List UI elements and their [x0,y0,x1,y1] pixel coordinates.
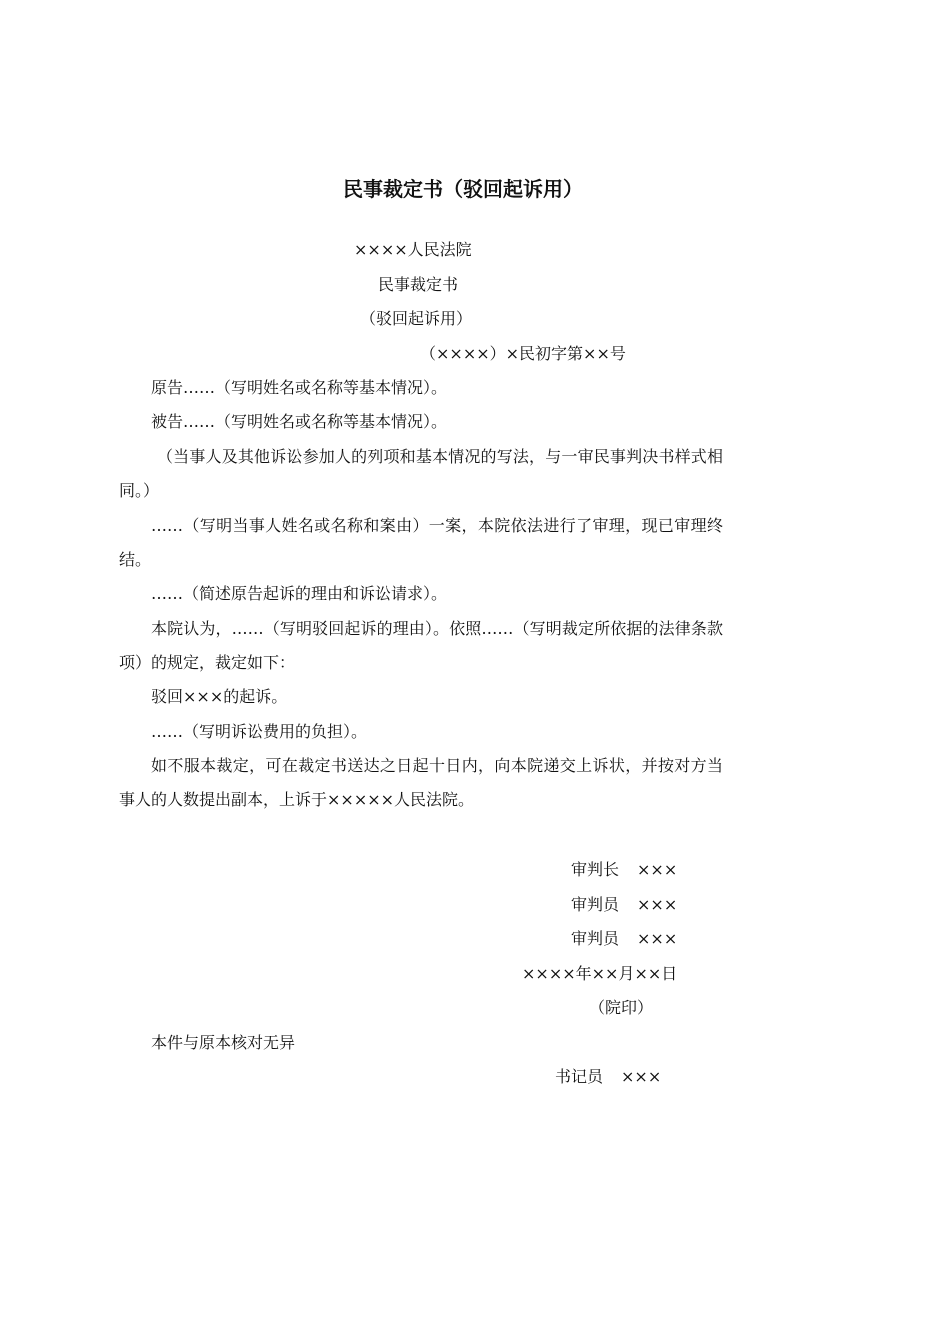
court-seal: （院印） [589,998,654,1017]
court-name: ××××人民法院 [354,240,472,259]
parties-note-paragraph: （当事人及其他诉讼参加人的列项和基本情况的写法，与一审民事判决书样式相同。） [119,447,723,500]
plaintiff-paragraph: 原告……（写明姓名或名称等基本情况）。 [151,378,448,397]
document-subtype: （驳回起诉用） [360,309,473,328]
defendant-paragraph: 被告……（写明姓名或名称等基本情况）。 [151,412,448,431]
appeal-paragraph: 如不服本裁定，可在裁定书送达之日起十日内，向本院递交上诉状，并按对方当事人的人数提出副本，上诉于×××××人民法院。 [119,756,723,809]
document-title: 民事裁定书（驳回起诉用） [343,177,583,201]
court-opinion-paragraph: 本院认为，……（写明驳回起诉的理由）。依照……（写明裁定所依据的法律条款项）的规定，裁定如下： [119,619,723,672]
judge-1-name: ××× [637,895,678,914]
judge-1-label: 审判员 [571,895,620,914]
signature-clerk [555,1067,661,1087]
judge-2-label: 审判员 [571,929,620,948]
costs-paragraph: ……（写明诉讼费用的负担）。 [151,722,368,741]
chief-judge-label: 审判长 [571,860,620,879]
signature-chief-judge [571,860,677,880]
document-type: 民事裁定书 [378,275,459,294]
claim-summary-paragraph: ……（简述原告起诉的理由和诉讼请求）。 [151,584,448,603]
case-intro-paragraph: ……（写明当事人姓名或名称和案由）一案，本院依法进行了审理，现已审理终结。 [119,516,723,569]
clerk-label: 书记员 [555,1067,604,1086]
signature-judge-1 [571,895,677,915]
ruling-date: ××××年××月××日 [522,964,678,983]
signature-judge-2 [571,929,677,949]
clerk-name: ××× [621,1067,662,1086]
ruling-paragraph: 驳回×××的起诉。 [151,687,288,706]
certification-note: 本件与原本核对无异 [151,1033,296,1052]
judge-2-name: ××× [637,929,678,948]
chief-judge-name: ××× [637,860,678,879]
case-number: （××××）×民初字第××号 [420,344,626,363]
